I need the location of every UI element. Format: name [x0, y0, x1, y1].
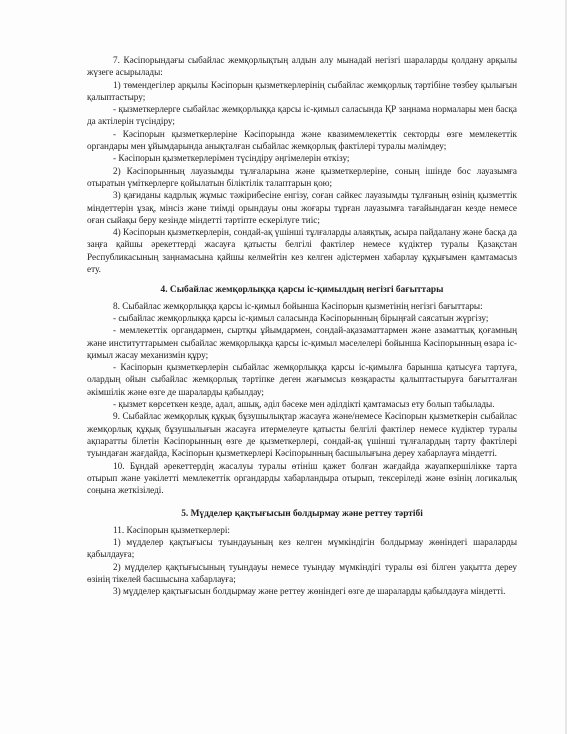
- section7-item-7: 4) Кәсіпорын қызметкерлерін, сондай-ақ үшінші тұлғаларды алаяқтық, асыра пайдалану және басқа да заңға қайшы әрекеттерді жасауға қатысты белгілі фактілер немесе күдіктер туралы Қазақстан Республикасының заңнамасына қайшы келмейтін кез келген әдістермен хабарлау құқығымен қамтамасыз ету.: [87, 227, 517, 275]
- section5-heading: 5. Мүдделер қақтығысын болдырмау және реттеу тәртібі: [181, 509, 423, 520]
- section7-item-4: - Кәсіпорын қызметкерлерімен түсіндіру әңгімелерін өткізу;: [113, 153, 350, 164]
- section5-item-1: 1) мүдделер қақтығысы туындауының кез келген мүмкіндігін болдырмау жөніндегі шараларды қабылдауға;: [87, 536, 517, 560]
- section7-intro: 7. Кәсіпорындағы сыбайлас жемқорлықтың алдын алу мынадай негізгі шараларды қолдану арқылы жүзеге асырылады:: [87, 55, 517, 78]
- section4-paragraph-9: 9. Сыбайлас жемқорлық құқық бұзушылықтар жасауға және/немесе Кәсіпорын қызметкерін сыбайлас жемқорлық құқық бұзушылығын жасауға итермелеуге қатысты белгілі фактілер немесе күдіктер туралы ақпаратты білетін Кәсіпорынның өзге де қызметкерлері, сондай-ақ үшінші тұлғалардың тарту фактілері туындаған жағдайда, Кәсіпорын қызметкерлері Кәсіпорынның басшылығына дереу хабарлауға міндетті.: [87, 411, 517, 459]
- section5-item-2: 2) мүдделер қақтығысының туындауы немесе туындау мүмкіндігі туралы өзі білген уақытта дереу өзінің тікелей басшысына хабарлауға;: [87, 561, 517, 584]
- section7-item-6: 3) қағиданы кадрлық жұмыс тәжірибесіне енгізу, соған сәйкес лауазымды тұлғаның өзінің қызметтік міндеттерін ұзақ, мінсіз және тиімді орындауы оны жоғары тұрған лауазымға тағайындаған кезде немесе оған сыйақы беру кезінде міндетті тәртіпте ескерілуге тиіс;: [87, 190, 517, 225]
- section7-item-3: - Кәсіпорын қызметкерлеріне Кәсіпорында және квазимемлекеттік секторды өзге мемлекеттік органдары мен ұйымдарында анықталған сыбайлас жемқорлық фактілері туралы мәлімдеу;: [87, 128, 517, 152]
- section4-paragraph-10: 10. Бұндай әрекеттердің жасалуы туралы өтініш қажет болған жағдайда жауапкершілікке тарта отырып және уәкілетті мемлекеттік органдарды хабарландыра отырып, тексеріледі және өзінің логикалық соңына жеткізіледі.: [87, 460, 517, 496]
- section5-intro: 11. Кәсіпорын қызметкерлері:: [113, 524, 230, 535]
- section4-item-1: - сыбайлас жемқорлыққа қарсы іс-қимыл саласында Кәсіпорынның бірыңғай саясатын жүргізу;: [113, 312, 489, 323]
- section7-item-1: 1) төмендегілер арқылы Кәсіпорын қызметкерлерінің сыбайлас жемқорлық тәртібіне төзбеу қылығын қалыптастыру;: [87, 79, 517, 102]
- section4-item-4: - қызмет көрсеткен кезде, адал, ашық, әділ бәсеке мен әділдікті қамтамасыз ету болып табылады.: [113, 399, 495, 410]
- section4-item-3: - Кәсіпорын қызметкерлерін сыбайлас жемқорлыққа қарсы іс-қимылға барынша қатысуға тартуға, олардың ойын сыбайлас жемқорлық тәртіпке деген жағымсыз көзқарасты қалыптастыруға бағытталған әкімшілік және өзге де шараларды қабылдау;: [87, 362, 517, 397]
- section7-item-2: - қызметкерлерге сыбайлас жемқорлыққа қарсы іс-қимыл саласында ҚР заңнама нормалары мен басқа да актілерін түсіндіру;: [87, 104, 517, 127]
- section4-heading: 4. Сыбайлас жемқорлыққа қарсы іс-қимылдың негізгі бағыттары: [160, 285, 444, 296]
- section7-item-5: 2) Кәсіпорынның лауазымды тұлғаларына және қызметкерлеріне, соның ішінде бос лауазымға отыратын үміткерлерге қойылатын біліктілік талаптарын қою;: [87, 165, 517, 188]
- section5-item-3: 3) мүдделер қақтығысын болдырмау және реттеу жөніндегі өзге де шараларды қабылдауға міндетті.: [113, 586, 506, 597]
- section4-item-2: - мемлекеттік органдармен, сыртқы ұйымдармен, сондай-ақазаматтармен және азаматтық қоғамның және институттарымен сыбайлас жемқорлыққа қарсы іс-қимыл мәселелері бойынша Кәсіпорынның өзара іс-қимыл жасау механизмін құру;: [87, 325, 517, 360]
- section4-intro: 8. Сыбайлас жемқорлыққа қарсы іс-қимыл бойынша Кәсіпорын қызметінің негізгі бағыттары:: [113, 300, 483, 311]
